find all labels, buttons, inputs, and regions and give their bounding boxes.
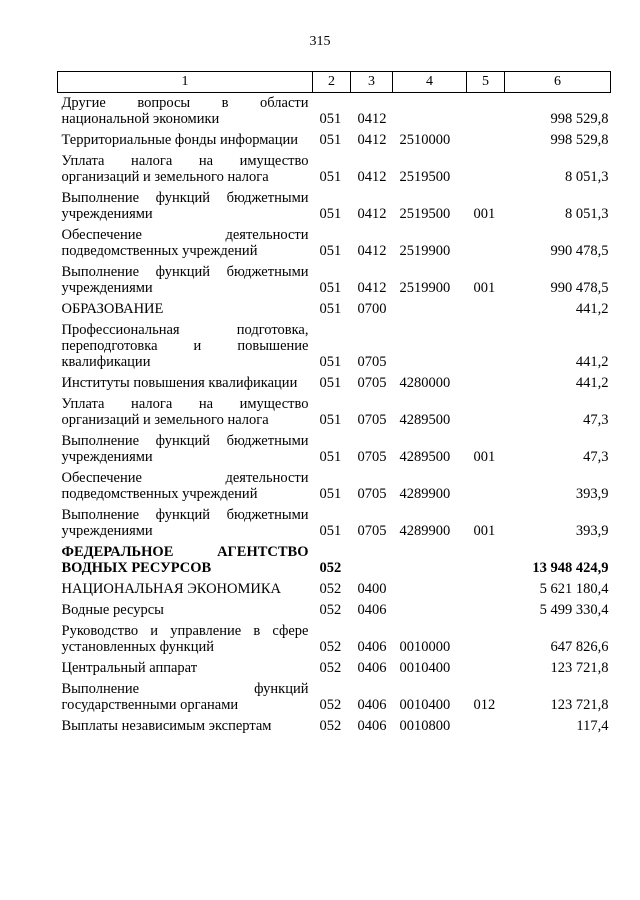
- row-amount: 441,2: [575, 354, 609, 370]
- row-amount: 998 529,8: [550, 132, 609, 148]
- row-name: ФЕДЕРАЛЬНОЕ АГЕНТСТВО ВОДНЫХ РЕСУРСОВ: [61, 544, 309, 576]
- row-ministry-code: 051: [319, 486, 342, 502]
- table-row: [58, 579, 611, 600]
- row-section-code: 0412: [357, 132, 387, 148]
- row-expense-type: [467, 658, 505, 679]
- row-ministry-code: 051: [319, 169, 342, 185]
- row-name: Территориальные фонды информации: [61, 132, 299, 148]
- row-name: Выполнение функций государственными органами: [61, 681, 309, 713]
- table-row: [58, 299, 611, 320]
- row-section-code: 0705: [357, 523, 387, 539]
- table-row: [58, 505, 611, 542]
- row-ministry-code: 052: [319, 660, 342, 676]
- row-target-code: 2510000: [399, 132, 451, 148]
- row-ministry-code: 051: [319, 111, 342, 127]
- row-ministry-code: 052: [319, 602, 342, 618]
- row-target-code: [393, 93, 467, 131]
- row-name: Водные ресурсы: [61, 602, 164, 618]
- row-amount: 123 721,8: [550, 660, 609, 676]
- row-ministry-code: 051: [319, 449, 342, 465]
- row-expense-type: 001: [473, 449, 496, 465]
- row-amount: 998 529,8: [550, 111, 609, 127]
- row-expense-type: 012: [473, 697, 496, 713]
- row-amount: 647 826,6: [550, 639, 609, 655]
- row-target-code: [393, 299, 467, 320]
- row-target-code: [393, 542, 467, 579]
- page-number: 315: [309, 34, 331, 49]
- row-ministry-code: 052: [319, 581, 342, 597]
- header-col-2: 2: [313, 72, 351, 93]
- row-name: Руководство и управление в сфере установленных функций: [61, 623, 309, 655]
- row-target-code: [393, 320, 467, 373]
- row-ministry-code: 051: [319, 280, 342, 296]
- row-expense-type: [467, 579, 505, 600]
- table-row: [58, 542, 611, 579]
- row-section-code: 0406: [357, 660, 387, 676]
- row-expense-type: [467, 621, 505, 658]
- row-expense-type: [467, 394, 505, 431]
- row-name: Институты повышения квалификации: [61, 375, 298, 391]
- row-amount: 441,2: [575, 375, 609, 391]
- row-ministry-code: 051: [319, 301, 342, 317]
- row-amount: 393,9: [575, 486, 609, 502]
- row-expense-type: [467, 93, 505, 131]
- row-amount: 5 621 180,4: [539, 581, 609, 597]
- row-amount: 441,2: [575, 301, 609, 317]
- row-name: Выполнение функций бюджетными учреждениями: [61, 433, 309, 465]
- table-row: [58, 188, 611, 225]
- row-target-code: [393, 600, 467, 621]
- row-target-code: 4289500: [399, 449, 451, 465]
- row-target-code: 4289500: [399, 412, 451, 428]
- row-expense-type: [467, 299, 505, 320]
- row-expense-type: [467, 600, 505, 621]
- row-ministry-code: 051: [319, 206, 342, 222]
- row-amount: 8 051,3: [565, 169, 609, 185]
- row-ministry-code: 051: [319, 132, 342, 148]
- row-section-code: 0705: [357, 354, 387, 370]
- row-section-code: 0705: [357, 449, 387, 465]
- row-expense-type: [467, 225, 505, 262]
- table-row: [58, 320, 611, 373]
- row-section-code: 0400: [357, 581, 387, 597]
- row-expense-type: [467, 130, 505, 151]
- row-section-code: 0705: [357, 412, 387, 428]
- row-target-code: 4289900: [399, 486, 451, 502]
- row-name: Уплата налога на имущество организаций и земельного налога: [61, 153, 309, 185]
- row-amount: 47,3: [583, 449, 609, 465]
- row-target-code: 0010400: [399, 697, 451, 713]
- table-row: [58, 130, 611, 151]
- row-expense-type: 001: [473, 280, 496, 296]
- row-amount: 13 948 424,9: [532, 560, 609, 576]
- row-expense-type: [467, 320, 505, 373]
- row-amount: 8 051,3: [565, 206, 609, 222]
- budget-table: [57, 71, 611, 737]
- row-section-code: 0406: [357, 718, 387, 734]
- row-expense-type: [467, 373, 505, 394]
- table-row: [58, 679, 611, 716]
- table-row: [58, 468, 611, 505]
- table-header-row: [58, 72, 611, 93]
- row-section-code: 0412: [357, 243, 387, 259]
- row-target-code: 2519500: [399, 169, 451, 185]
- table-row: [58, 373, 611, 394]
- row-amount: 47,3: [583, 412, 609, 428]
- row-ministry-code: 051: [319, 375, 342, 391]
- row-target-code: 2519500: [399, 206, 451, 222]
- row-section-code: 0412: [357, 111, 387, 127]
- row-target-code: 2519900: [399, 243, 451, 259]
- header-col-6: 6: [505, 72, 611, 93]
- row-ministry-code: 052: [319, 697, 342, 713]
- row-expense-type: [467, 542, 505, 579]
- row-ministry-code: 051: [319, 412, 342, 428]
- row-name: Выполнение функций бюджетными учреждениями: [61, 264, 309, 296]
- row-amount: 990 478,5: [550, 243, 609, 259]
- row-name: Уплата налога на имущество организаций и земельного налога: [61, 396, 309, 428]
- table-row: [58, 93, 611, 131]
- header-col-1: 1: [58, 72, 313, 93]
- row-section-code: 0705: [357, 486, 387, 502]
- row-target-code: [393, 579, 467, 600]
- table-row: [58, 621, 611, 658]
- row-amount: 123 721,8: [550, 697, 609, 713]
- row-ministry-code: 052: [319, 639, 342, 655]
- table-row: [58, 431, 611, 468]
- row-name: Профессиональная подготовка, переподготовка и повышение квалификации: [61, 322, 309, 370]
- row-target-code: 0010400: [399, 660, 451, 676]
- header-col-3: 3: [351, 72, 393, 93]
- table-row: [58, 151, 611, 188]
- row-ministry-code: 051: [319, 523, 342, 539]
- row-expense-type: [467, 151, 505, 188]
- row-ministry-code: 051: [319, 354, 342, 370]
- table-row: [58, 716, 611, 737]
- row-expense-type: 001: [473, 523, 496, 539]
- row-amount: 5 499 330,4: [539, 602, 609, 618]
- row-target-code: 4289900: [399, 523, 451, 539]
- row-amount: 117,4: [576, 718, 609, 734]
- row-target-code: 2519900: [399, 280, 451, 296]
- row-expense-type: 001: [473, 206, 496, 222]
- row-name: Выплаты независимым экспертам: [61, 718, 272, 734]
- row-section-code: 0700: [357, 301, 387, 317]
- row-expense-type: [467, 716, 505, 737]
- header-col-5: 5: [467, 72, 505, 93]
- table-row: [58, 262, 611, 299]
- row-amount: 393,9: [575, 523, 609, 539]
- row-section-code: 0705: [357, 375, 387, 391]
- row-amount: 990 478,5: [550, 280, 609, 296]
- row-section-code: 0412: [357, 280, 387, 296]
- table-row: [58, 600, 611, 621]
- row-ministry-code: 051: [319, 243, 342, 259]
- row-ministry-code: 052: [319, 718, 342, 734]
- table-row: [58, 225, 611, 262]
- table-row: [58, 658, 611, 679]
- row-name: Обеспечение деятельности подведомственных учреждений: [61, 470, 309, 502]
- row-name: Другие вопросы в области национальной экономики: [61, 95, 309, 127]
- row-name: НАЦИОНАЛЬНАЯ ЭКОНОМИКА: [61, 581, 282, 597]
- row-section-code: 0406: [357, 602, 387, 618]
- row-name: Выполнение функций бюджетными учреждениями: [61, 507, 309, 539]
- row-name: ОБРАЗОВАНИЕ: [61, 301, 164, 317]
- row-target-code: 0010800: [399, 718, 451, 734]
- row-section-code: [351, 542, 393, 579]
- row-expense-type: [467, 468, 505, 505]
- row-section-code: 0406: [357, 639, 387, 655]
- row-target-code: 0010000: [399, 639, 451, 655]
- row-section-code: 0412: [357, 169, 387, 185]
- row-target-code: 4280000: [399, 375, 451, 391]
- row-section-code: 0406: [357, 697, 387, 713]
- row-name: Выполнение функций бюджетными учреждениями: [61, 190, 309, 222]
- row-name: Центральный аппарат: [61, 660, 198, 676]
- table-row: [58, 394, 611, 431]
- header-col-4: 4: [393, 72, 467, 93]
- row-section-code: 0412: [357, 206, 387, 222]
- row-name: Обеспечение деятельности подведомственных учреждений: [61, 227, 309, 259]
- row-ministry-code: 052: [319, 560, 342, 576]
